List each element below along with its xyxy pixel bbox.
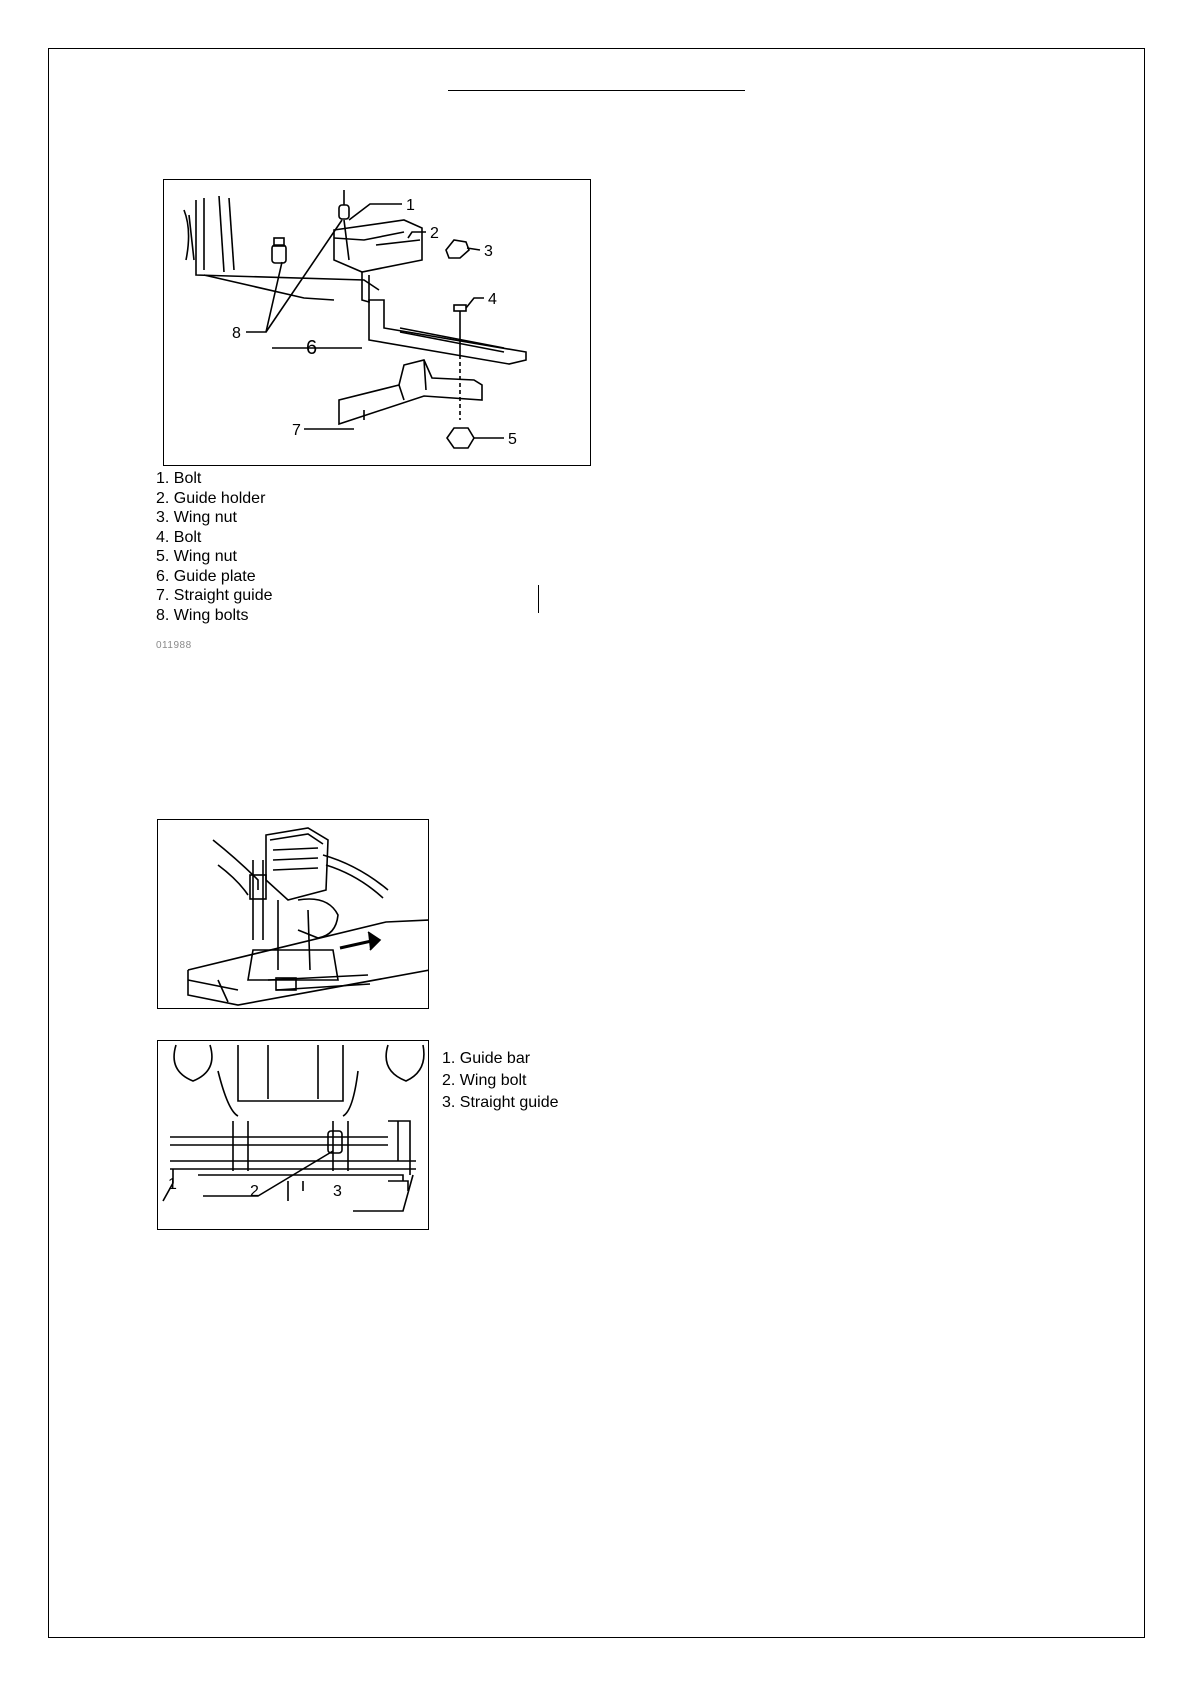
legend-item: 2. Wing bolt — [442, 1072, 527, 1089]
figure-straight-guide-assembly — [163, 179, 591, 466]
callout-2: 2 — [430, 225, 439, 242]
callout-7: 7 — [292, 422, 301, 439]
callout-5: 5 — [508, 431, 517, 448]
callout-8: 8 — [232, 325, 241, 342]
legend-item: 5. Wing nut — [156, 548, 237, 565]
legend-item: 1. Guide bar — [442, 1050, 531, 1067]
legend-item: 3. Wing nut — [156, 509, 237, 526]
figure-code: 011988 — [156, 640, 192, 651]
figure-router-in-use — [157, 819, 429, 1009]
legend-item: 1. Bolt — [156, 470, 202, 487]
legend-item: 6. Guide plate — [156, 567, 256, 585]
guide-bar-illustration — [158, 1041, 429, 1230]
figure3-legend — [442, 1048, 559, 1114]
legend-item: 4. Bolt — [156, 528, 202, 546]
callout-4: 4 — [488, 291, 497, 308]
vertical-mark — [538, 585, 539, 613]
header-rule — [448, 90, 745, 91]
callout-1: 1 — [168, 1176, 177, 1193]
callout-1: 1 — [406, 197, 415, 214]
figure1-legend — [156, 469, 273, 625]
router-usage-illustration — [158, 820, 429, 1009]
legend-item: 8. Wing bolts — [156, 606, 249, 624]
figure-guide-bar-front-view — [157, 1040, 429, 1230]
legend-item: 2. Guide holder — [156, 489, 266, 507]
legend-item: 7. Straight guide — [156, 587, 273, 604]
callout-2: 2 — [250, 1183, 259, 1200]
legend-item: 3. Straight guide — [442, 1094, 559, 1111]
callout-3: 3 — [484, 243, 493, 260]
callout-3: 3 — [333, 1183, 342, 1200]
assembly-illustration — [164, 180, 591, 466]
callout-6: 6 — [306, 337, 318, 359]
